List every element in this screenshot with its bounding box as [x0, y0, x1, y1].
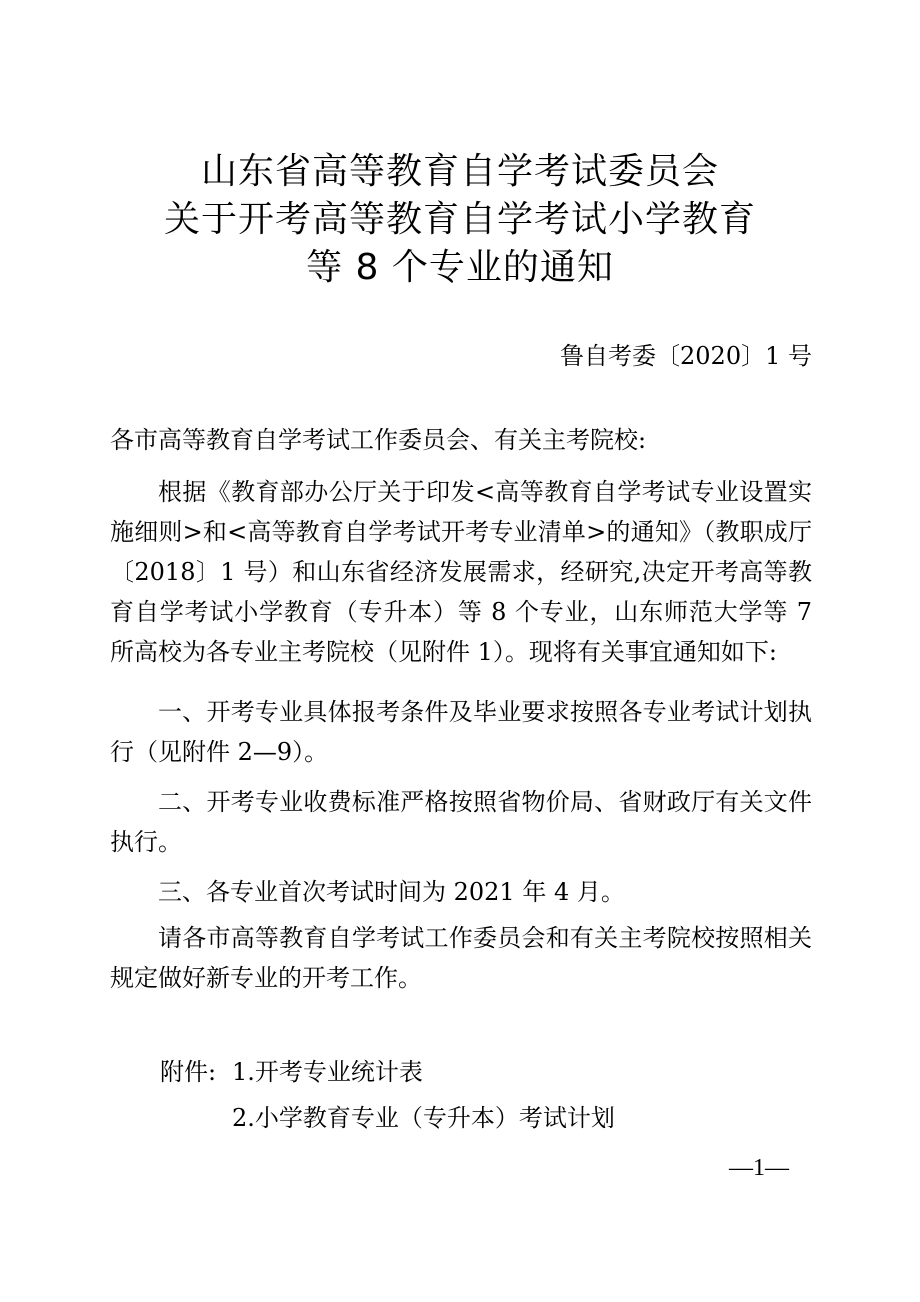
- attachments-label: 附件:: [160, 1058, 217, 1086]
- paragraph-item-2: 二、开考专业收费标准严格按照省物价局、省财政厅有关文件执行。: [110, 788, 812, 856]
- attachment-item: 1.开考专业统计表: [232, 1058, 423, 1086]
- paragraph-basis: 根据《教育部办公厅关于印发<高等教育自学考试专业设置实施细则>和<高等教育自学考试开考专业清单>的通知》（教职成厅〔2018〕1 号）和山东省经济发展需求，经研究,决定开考高等教育自学考试小学教育（专升本）等 8 个专业，山东师范大学等 7 所高校为各专业主考院校（见附件 1）。现将有关事宜通知如下:: [110, 478, 812, 666]
- title-line-2: 关于开考高等教育自学考试小学教育: [163, 199, 756, 240]
- title-line-3: 等 8 个专业的通知: [306, 247, 614, 288]
- title-line-1: 山东省高等教育自学考试委员会: [200, 151, 719, 192]
- paragraph-item-3: 三、各专业首次考试时间为 2021 年 4 月。: [158, 878, 625, 906]
- document-number: 鲁自考委〔2020〕1 号: [560, 342, 812, 370]
- paragraph-closing: 请各市高等教育自学考试工作委员会和有关主考院校按照相关规定做好新专业的开考工作。: [110, 924, 812, 992]
- page-number: —1—: [729, 1155, 789, 1181]
- paragraph-item-1: 一、开考专业具体报考条件及毕业要求按照各专业考试计划执行（见附件 2—9）。: [110, 698, 812, 766]
- attachment-item: 2.小学教育专业（专升本）考试计划: [232, 1104, 615, 1132]
- salutation: 各市高等教育自学考试工作委员会、有关主考院校:: [110, 426, 647, 454]
